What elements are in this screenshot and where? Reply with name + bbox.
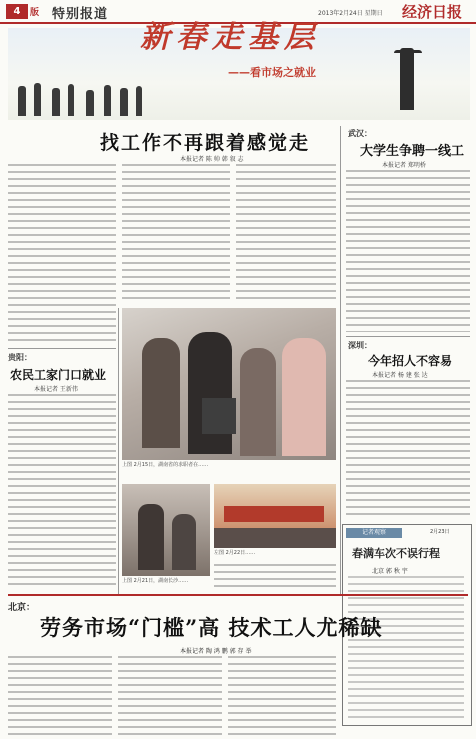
guiyang-byline: 本报记者 王新伟 (34, 386, 78, 393)
article-text-col-3 (236, 164, 336, 304)
commentary-byline: 北京 郭 秋 宇 (372, 568, 408, 575)
shenzhen-text (346, 380, 470, 520)
section-divider (8, 594, 468, 596)
wuhan-title: 大学生争聘一线工 (360, 144, 465, 159)
wuhan-byline: 本报记者 郑明桥 (382, 162, 426, 169)
wuhan-dateline: 武汉： (348, 129, 372, 138)
photo-caption-small-1: 上图 2月21日，湖南长沙…… (122, 578, 189, 584)
shenzhen-byline: 本报记者 杨 建 张 达 (372, 372, 428, 379)
main-byline: 本报记者 陈 帅 韩 叙 志 (180, 156, 244, 163)
issue-date: 2013年2月24日 星期日 (318, 10, 383, 17)
beijing-title: 劳务市场“门槛”高 技术工人尤稀缺 (40, 615, 383, 640)
photo-caption-text (214, 564, 336, 590)
section-title: 特别报道 (52, 7, 109, 22)
article-text-col-2 (122, 164, 230, 304)
article-text-col-1 (8, 164, 116, 344)
small-photo-2 (214, 484, 336, 548)
commentary-title: 春满车次不误行程 (352, 547, 440, 560)
beijing-text-col-2 (118, 656, 222, 736)
commentary-text (348, 576, 464, 720)
businessman-figure (400, 48, 414, 110)
main-headline: 找工作不再跟着感觉走 (99, 132, 310, 154)
small-photo-1 (122, 484, 210, 576)
beijing-dateline: 北京： (8, 603, 36, 613)
shenzhen-title: 今年招人不容易 (368, 354, 453, 368)
job-fair-photo (122, 308, 336, 460)
page-number: 4 (6, 4, 28, 19)
photo-caption-small-2: 左图 2月22日…… (214, 550, 256, 556)
page-label: 版 (30, 8, 40, 18)
guiyang-dateline: 贵阳： (8, 353, 32, 362)
wuhan-text (346, 170, 470, 332)
photo-caption-center: 上图 2月15日，湖南省的求职者在…… (122, 462, 209, 468)
beijing-text-col-3 (228, 656, 336, 736)
guiyang-title: 农民工家门口就业 (10, 368, 107, 382)
guiyang-text (8, 394, 116, 590)
newspaper-logo: 经济日报 (402, 3, 463, 21)
beijing-byline: 本报记者 陶 鸿 鹏 郭 存 举 (180, 648, 252, 655)
beijing-text-col-1 (8, 656, 112, 736)
banner-title: 新春走基层 (140, 20, 320, 55)
banner-subtitle: ——看市场之就业 (228, 66, 316, 79)
commentary-badge: 记者观察 (346, 528, 402, 538)
shenzhen-dateline: 深圳： (348, 341, 372, 350)
commentary-date: 2月23日 (430, 529, 450, 535)
